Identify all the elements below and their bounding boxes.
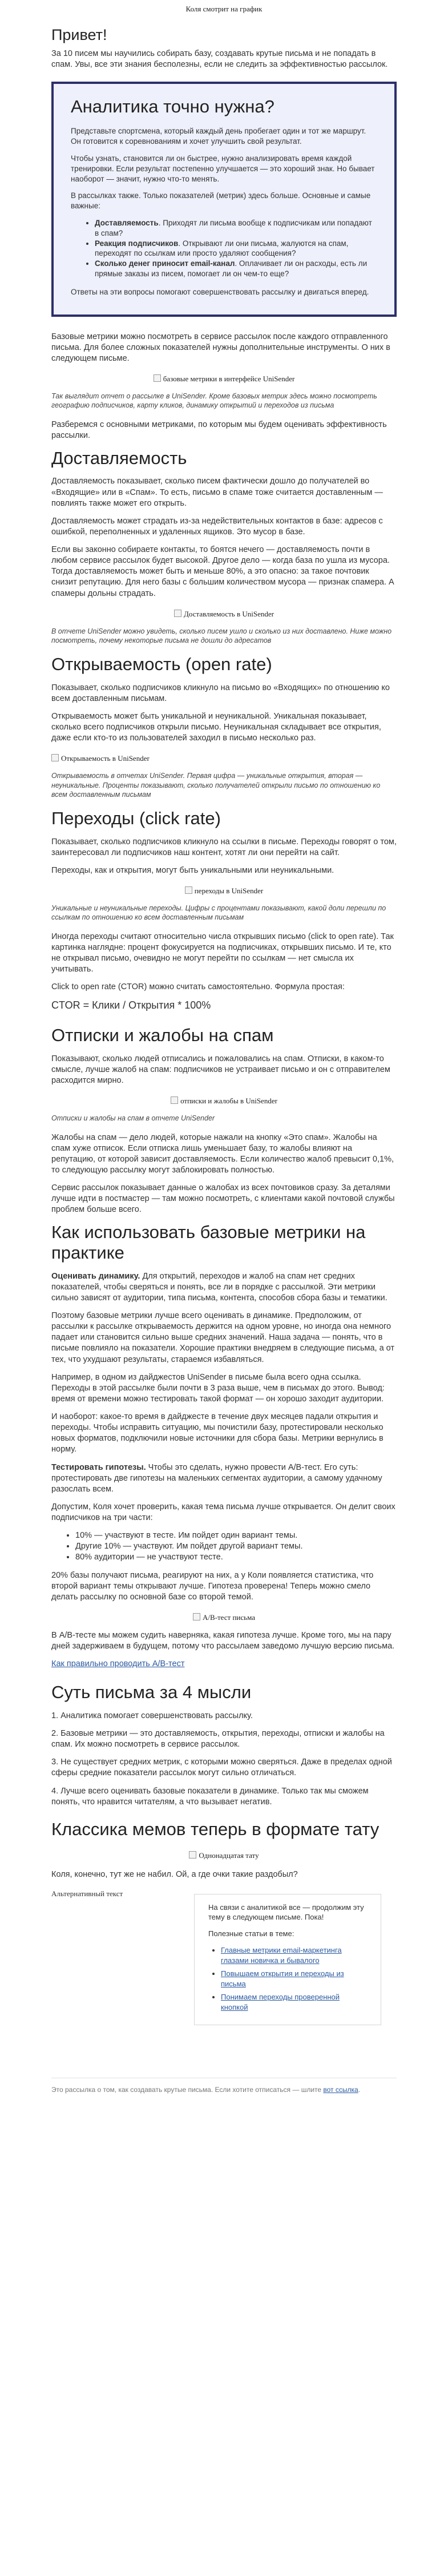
paragraph: Разберемся с основными метриками, по которым мы будем оценивать эффективность рассылки. — [51, 420, 387, 440]
image-placeholder: отписки и жалобы в UniSender — [51, 1093, 397, 1109]
image-caption: В отчете UniSender можно увидеть, сколько писем ушло и сколько из них доставлено. Ниже можно посмотреть, почему некоторые письма не дошли до адресатов — [51, 627, 392, 644]
paragraph: В A/B-тесте мы можем судить наверняка, какая гипотеза лучше. Кроме того, мы на пару дней задерживаем в будущем, потому что рассылаем заведомо лучшую версию письма. — [51, 1630, 395, 1651]
paragraph: Click to open rate (CTOR) можно считать самостоятельно. Формула простая: — [51, 982, 345, 992]
paragraph: 20% базы получают письма, реагируют на них, а у Коли появляется статистика, что второй вариант темы открывают лучше. Гипотеза проверена! Теперь можно смело делать рассылку по основной базе со второй темой. — [51, 1570, 374, 1602]
useful-link[interactable]: Главные метрики email-маркетинга глазами новичка и бывалого — [221, 1946, 342, 1965]
section-title: Отписки и жалобы на спам — [51, 1025, 274, 1046]
image-placeholder: Однонадцатая тату — [51, 1848, 397, 1864]
paragraph: Жалобы на спам — дело людей, которые нажали на кнопку «Это спам». Жалобы на спам хуже отписок. Если отписка лишь уменьшает базу, то жалобы влияют на репутацию, от которой зависит доставляемость. Если количество жалоб превысит 0,1%, то следующую рассылку могут заблокировать полностью. — [51, 1132, 394, 1175]
paragraph: Базовые метрики можно посмотреть в сервисе рассылок после каждого отправленного письма. Для более сложных показателей нужны дополнительные инструменты. О них в следующем письме. — [51, 332, 390, 363]
section-title: Как использовать базовые метрики на практике — [51, 1222, 366, 1263]
signature-block — [51, 1889, 397, 2078]
section-title: Суть письма за 4 мысли — [51, 1682, 252, 1703]
image-placeholder: переходы в UniSender — [51, 883, 397, 899]
list-item: • 80% аудитории — не участвуют тесте. — [75, 1552, 397, 1563]
metrics-list-item: • Сколько денег приносит email-канал. Оплачивает ли он расходы, есть ли прямые заказы из писем, помогает ли он чем-то еще? — [95, 259, 377, 279]
summary-item: 3. Не существует средних метрик, с которыми можно сверяться. Даже в пределах одной сферы средние показатели рассылок могут сильно отличаться. — [51, 1757, 392, 1778]
section-title: Открываемость (open rate) — [51, 654, 272, 675]
paragraph: Допустим, Коля хочет проверить, какая тема письма лучше открывается. Он делит своих подписчиков на три части: — [51, 1502, 395, 1523]
ctor-formula: CTOR = Клики / Открытия * 100% — [51, 999, 211, 1011]
image-caption: Отписки и жалобы на спам в отчете UniSender — [51, 1114, 215, 1123]
image-placeholder: Открываемость в UniSender — [51, 751, 397, 767]
footer: Это рассылка о том, как создавать крутые письма. Если хотите отписаться — шлите вот ссылка. — [51, 2078, 397, 2094]
callout-text: Ответы на эти вопросы помогают совершенствовать рассылку и двигаться вперед. — [71, 287, 369, 296]
broken-image-icon — [193, 1613, 200, 1620]
image-caption: Уникальные и неуникальные переходы. Цифры с процентами показывают, какой доли перешли по ссылкам по отношению ко всем доставленным письмам — [51, 904, 386, 922]
paragraph: Коля, конечно, тут же не набил. Ой, а где очки такие раздобыл? — [51, 1869, 298, 1879]
useful-links-list — [208, 1945, 368, 2012]
signature-image: Альтернативный текст — [51, 1889, 123, 1898]
broken-image-icon — [51, 754, 59, 761]
image-caption: Так выглядит отчет о рассылке в UniSender. Кроме базовых метрик здесь можно посмотреть географию подписчиков, карту кликов, динамику открытий и переходов из письма — [51, 392, 377, 410]
paragraph: Доставляемость может страдать из-за недействительных контактов в базе: адресов с ошибкой, переполненных и удаленных ящиков. Это мусор в базе. — [51, 516, 383, 537]
paragraph: Сервис рассылок показывает данные о жалобах из всех почтовиков сразу. За деталями лучше идти в постмастер — там можно посмотреть, с клиентами какой почтовой службы проблем больше всего. — [51, 1183, 395, 1215]
section-title: Доставляемость — [51, 448, 187, 468]
section-title: Переходы (click rate) — [51, 808, 221, 829]
broken-image-icon — [154, 374, 161, 382]
ab-test-list — [51, 1530, 397, 1563]
callout-text: Представьте спортсмена, который каждый день пробегает один и тот же маршрут. Он готовится к соревнованиям и хочет улучшить свой результат. — [71, 127, 366, 146]
broken-image-icon — [174, 610, 181, 617]
unsubscribe-link[interactable]: вот ссылка — [323, 2085, 358, 2094]
image-caption: Открываемость в отчетах UniSender. Первая цифра — уникальные открытия, вторая — неуникальные. Проценты показывают, сколько получателей открыли письмо по отношению ко всем доставленным письмам — [51, 772, 381, 799]
callout-text: В рассылках также. Только показателей (метрик) здесь больше. Основные и самые важные: — [71, 191, 371, 211]
paragraph: Поэтому базовые метрики лучше всего оценивать в динамике. Предположим, от рассылки к рассылке открываемость держится на одном уровне, но иногда она немного падает или становится сильно выше средних значений. Наша задача — понять, что в письме повлияло на показатели. Хорошие практики внедряем в следующие письма, а от тех, что ухудшают результаты, стараемся избавляться. — [51, 1311, 395, 1364]
list-item: • Другие 10% — участвуют. Им пойдет другой вариант темы. — [75, 1541, 397, 1552]
broken-image-icon — [189, 1851, 196, 1859]
metrics-list-item: • Доставляемость. Приходят ли письма вообще к подписчикам или попадают в спам? — [95, 218, 377, 239]
paragraph: Показывает, сколько подписчиков кликнуло на ссылки в письме. Переходы говорят о том, заинтересовал ли подписчиков наш контент, хотят ли они перейти на сайт. — [51, 837, 397, 857]
intro-text: За 10 писем мы научились собирать базу, создавать крутые письма и не попадать в спам. Увы, все эти знания бесполезны, если не следить за эффективностью рассылок. — [51, 49, 388, 70]
analytics-callout — [51, 82, 397, 316]
callout-text: Чтобы узнать, становится ли он быстрее, нужно анализировать время каждой тренировки. Если результат постепенно улучшается — это хороший знак. Но бывает наоборот — значит, нужно что-то менять. — [71, 154, 375, 183]
broken-image-icon — [185, 886, 192, 894]
summary-item: 2. Базовые метрики — это доставляемость, открытия, переходы, отписки и жалобы на спам. Их можно посмотреть в сервисе рассылок. — [51, 1729, 385, 1749]
greeting: Привет! — [51, 26, 107, 43]
image-placeholder: A/B-тест письма — [51, 1610, 397, 1626]
header-image: Коля смотрит на график — [185, 5, 263, 13]
image-placeholder: базовые метрики в интерфейсе UniSender — [51, 371, 397, 387]
paragraph: Открываемость может быть уникальной и неуникальной. Уникальная показывает, сколько всего подписчиков открыли письмо. Неуникальная складывает все открытия, даже если кто-то из пользователей заходил в письмо несколько раз. — [51, 712, 381, 743]
paragraph: Например, в одном из дайджестов UniSender в письме была всего одна ссылка. Переходы в этой рассылке были почти в 3 раза выше, чем в письмах до этого. Вывод: время от времени можно тестировать такой формат — он хорошо заходит аудитории. — [51, 1372, 385, 1404]
summary-item: 4. Лучше всего оценивать базовые показатели в динамике. Только так мы сможем понять, что нравится читателям, а что вызывает негатив. — [51, 1786, 369, 1807]
paragraph: Оценивать динамику. Для открытий, переходов и жалоб на спам нет средних показателей, чтобы сверяться и понять, все ли в порядке с рассылкой. Эти метрики сильно зависят от аудитории, типа письма, контента, способов сбора базы и тематики. — [51, 1271, 388, 1303]
metrics-list — [71, 218, 377, 279]
useful-link[interactable]: Повышаем открытия и переходы из письма — [221, 1969, 344, 1988]
useful-link[interactable]: Понимаем переходы проверенной кнопкой — [221, 1993, 340, 2011]
section-title: Классика мемов теперь в формате тату — [51, 1819, 380, 1839]
useful-links-card — [194, 1894, 381, 2026]
list-item: • 10% — участвуют в тесте. Им пойдет один вариант темы. — [75, 1530, 397, 1541]
paragraph: И наоборот: какое-то время в дайджесте в течение двух месяцев падали открытия и переходы. Чтобы исправить ситуацию, мы почистили базу, протестировали несколько новых форматов, подключили новые источники для сбора базы. Метрики вернулись в норму. — [51, 1412, 384, 1454]
paragraph: Тестировать гипотезы. Чтобы это сделать, нужно провести A/B-тест. Его суть: протестировать две гипотезы на маленьких сегментах аудитории, а самому удачному разослать всем. — [51, 1462, 382, 1494]
paragraph: Доставляемость показывает, сколько писем фактически дошло до получателей во «Входящие» или в «Спам». То есть, письмо в спаме тоже считается доставленным — повлиять также может его открыть. — [51, 477, 383, 508]
email-page — [51, 0, 397, 2094]
ab-test-link[interactable]: Как правильно проводить A/B-тест — [51, 1659, 185, 1669]
paragraph: Показывает, сколько подписчиков кликнуло на письмо во «Входящих» по отношению ко всем доставленным письмам. — [51, 683, 390, 703]
paragraph: Переходы, как и открытия, могут быть уникальными или неуникальными. — [51, 866, 334, 876]
sign-text: На связи с аналитикой все — продолжим эту тему в следующем письме. Пока! — [208, 1902, 364, 1921]
paragraph: Если вы законно собираете контакты, то боятся нечего — доставляемость почти в любом сервисе рассылок будет высокой. Другое дело — когда база по ушла из мусора. Тогда доставляемость может быть и меньше 80%, а это опасно: за такое почтовик снизит репутацию. Для него базы с большим количеством мусора — признак спамера. А спамеры дольны страдать. — [51, 545, 394, 598]
metrics-list-item: • Реакция подписчиков. Открывают ли они письма, жалуются на спам, переходят по ссылкам или просто удаляют сообщения? — [95, 239, 377, 259]
summary-item: 1. Аналитика помогает совершенствовать рассылку. — [51, 1711, 253, 1720]
paragraph: Показывают, сколько людей отписались и пожаловались на спам. Отписки, в каком-то смысле, лучше жалоб на спам: подписчиков не устраивает письмо и он с отправителем расходится мирно. — [51, 1054, 390, 1086]
paragraph: Иногда переходы считают относительно числа открывших письмо (click to open rate). Так картинка наглядне: процент фокусируется на подписчиках, открывших письмо. И те, кто не открывал письмо, очевидно не могут перейти по ссылкам — нет смысла их учитывать. — [51, 932, 394, 974]
sign-text: Полезные статьи в теме: — [208, 1929, 294, 1938]
image-placeholder: Доставляемость в UniSender — [51, 606, 397, 622]
broken-image-icon — [171, 1096, 178, 1104]
callout-title: Аналитика точно нужна? — [71, 96, 275, 117]
